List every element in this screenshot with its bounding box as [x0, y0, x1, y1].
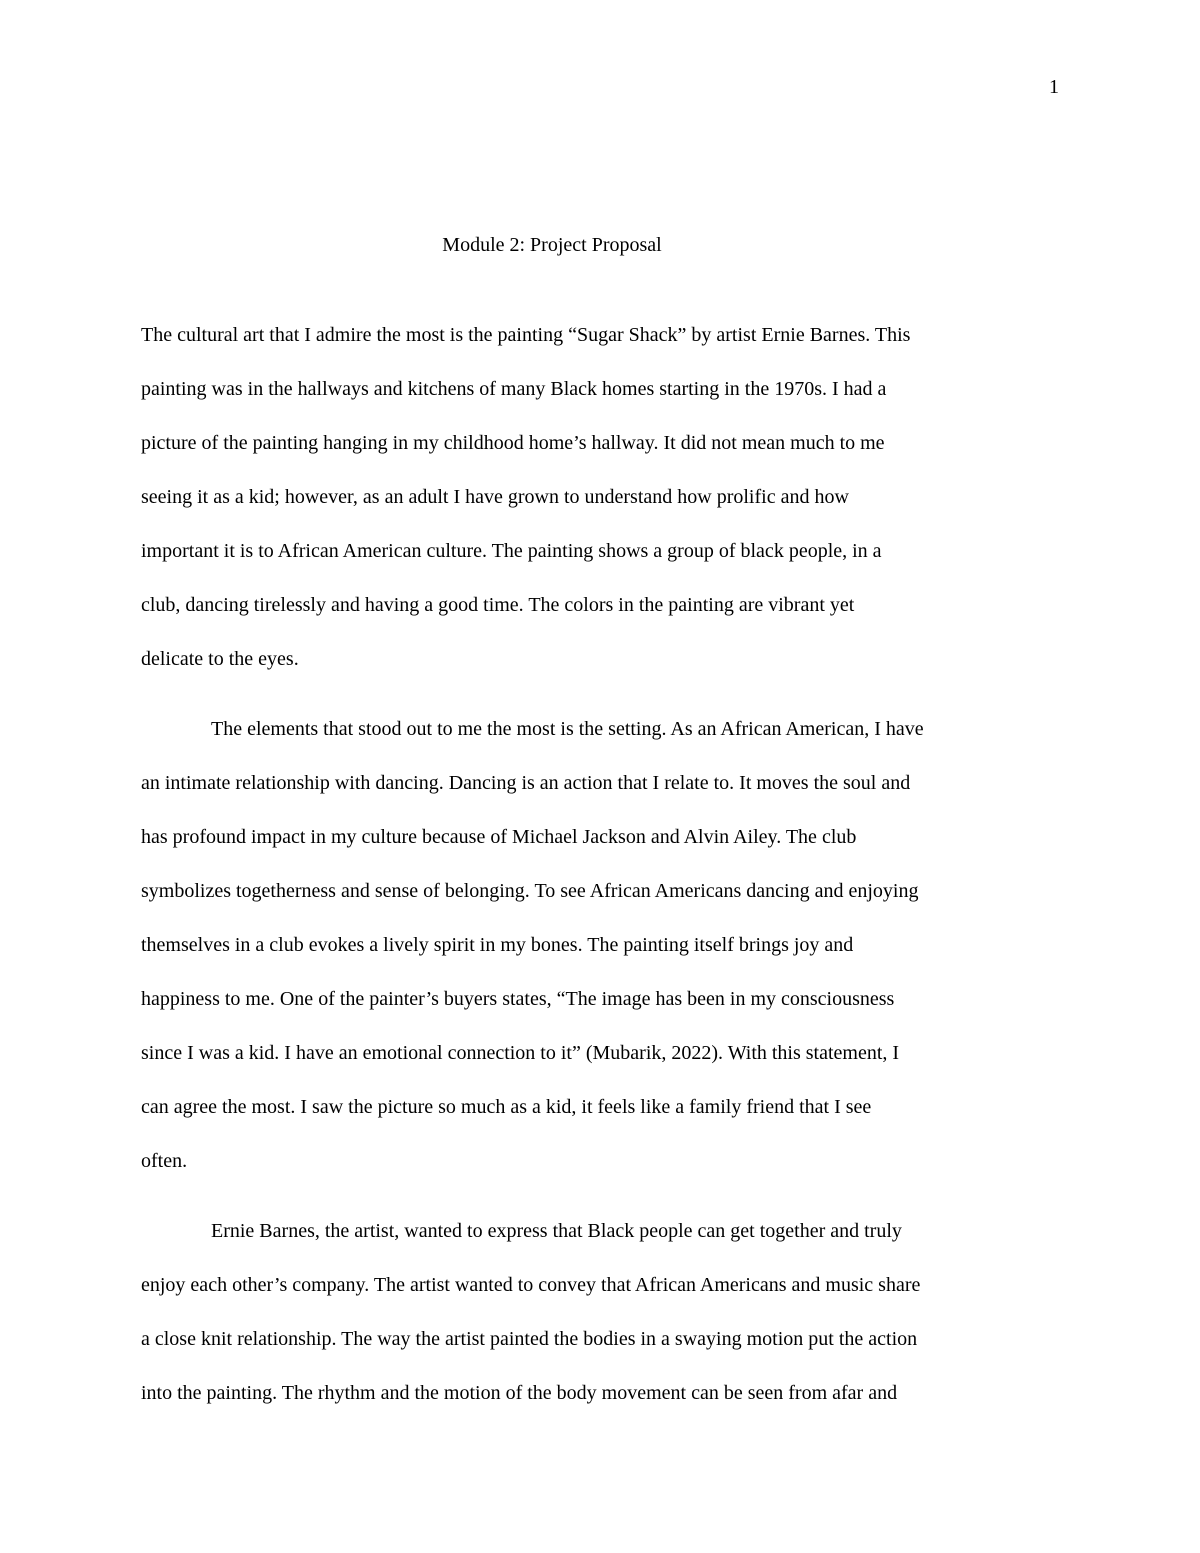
paragraph-line: seeing it as a kid; however, as an adult I have grown to understand how prolific and how — [141, 486, 849, 508]
paragraph-line: since I was a kid. I have an emotional connection to it” (Mubarik, 2022). With this statement, I — [141, 1042, 900, 1064]
paragraph-line: picture of the painting hanging in my childhood home’s hallway. It did not mean much to me — [141, 432, 885, 454]
paragraph-line: delicate to the eyes. — [141, 648, 299, 670]
paragraph-line: painting was in the hallways and kitchens of many Black homes starting in the 1970s. I had a — [141, 378, 887, 400]
page-number: 1 — [1049, 76, 1059, 98]
document-title: Module 2: Project Proposal — [442, 234, 662, 256]
paragraph-line: themselves in a club evokes a lively spirit in my bones. The painting itself brings joy and — [141, 934, 854, 956]
paragraph-line: happiness to me. One of the painter’s buyers states, “The image has been in my consciousness — [141, 988, 895, 1010]
paragraph-line: can agree the most. I saw the picture so much as a kid, it feels like a family friend that I see — [141, 1096, 872, 1118]
paragraph-line: Ernie Barnes, the artist, wanted to express that Black people can get together and truly — [211, 1220, 902, 1242]
paragraph-line: has profound impact in my culture because of Michael Jackson and Alvin Ailey. The club — [141, 826, 857, 848]
paragraph-line: important it is to African American culture. The painting shows a group of black people, in a — [141, 540, 882, 562]
paragraph-line: into the painting. The rhythm and the motion of the body movement can be seen from afar and — [141, 1382, 898, 1404]
paragraph-line: The cultural art that I admire the most is the painting “Sugar Shack” by artist Ernie Barnes. This — [141, 324, 911, 346]
paragraph-line: an intimate relationship with dancing. Dancing is an action that I relate to. It moves the soul and — [141, 772, 911, 794]
paragraph-line: often. — [141, 1150, 188, 1172]
paragraph-line: club, dancing tirelessly and having a good time. The colors in the painting are vibrant yet — [141, 594, 855, 616]
paragraph-line: enjoy each other’s company. The artist wanted to convey that African Americans and music share — [141, 1274, 921, 1296]
paragraph-line: The elements that stood out to me the most is the setting. As an African American, I have — [211, 718, 924, 740]
paragraph-line: symbolizes togetherness and sense of belonging. To see African Americans dancing and enjoying — [141, 880, 919, 902]
paragraph-line: a close knit relationship. The way the artist painted the bodies in a swaying motion put the action — [141, 1328, 918, 1350]
